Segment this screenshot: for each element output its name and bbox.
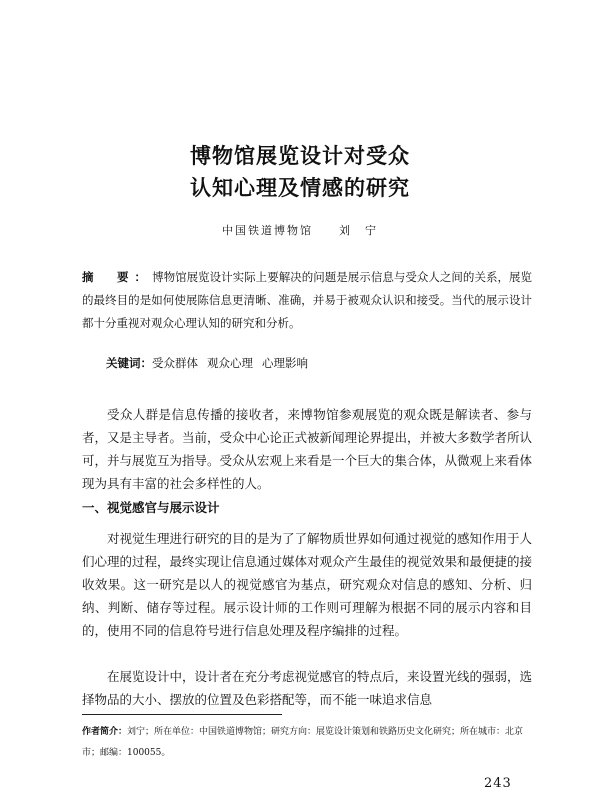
author-name: 刘 宁: [339, 224, 378, 237]
author-affiliation: 中国铁道博物馆: [222, 224, 313, 237]
abstract: [82, 266, 532, 335]
page-number: 243: [484, 776, 512, 791]
footnote-divider: [82, 714, 282, 715]
abstract-label: 摘 要：: [82, 270, 153, 284]
author-line: [0, 222, 600, 238]
article-title-line-2: 认知心理及情感的研究: [190, 176, 410, 200]
keywords: [106, 355, 532, 371]
section-heading: 一、视觉感官与展示设计: [82, 500, 220, 515]
keyword: 心理影响: [262, 356, 308, 370]
body-paragraph-1: 受众人群是信息传播的接收者，来博物馆参观展览的观众既是解读者、参与者，又是主导者。当前，受众中心论正式被新闻理论界提出，并被大多数学者所认可，并与展览互为指导。受众从宏观上来看是一个巨大的集合体，从微观上来看体现为具有丰富的社会多样性的人。: [82, 407, 533, 491]
body-paragraph-3: 在展览设计中，设计者在充分考虑视觉感官的特点后，来设置光线的强弱，选择物品的大小、摆放的位置及色彩搭配等，而不能一味追求信息: [82, 669, 533, 707]
article-title-line-1: 博物馆展览设计对受众: [190, 144, 410, 168]
keyword: 受众群体: [152, 356, 198, 370]
abstract-text: 博物馆展览设计实际上要解决的问题是展示信息与受众人之间的关系，展览的最终目的是如何使展陈信息更清晰、准确，并易于被观众认识和接受。当代的展示设计都十分重视对观众心理认知的研究和分析。: [82, 270, 533, 330]
body-paragraph-2: 对视觉生理进行研究的目的是为了了解物质世界如何通过视觉的感知作用于人们心理的过程，最终实现让信息通过媒体对观众产生最佳的视觉效果和最便捷的接收效果。这一研究是以人的视觉感官为基点，研究观众对信息的感知、分析、归纳、判断、储存等过程。展示设计师的工作则可理解为根据不同的展示内容和目的，使用不同的信息符号进行信息处理及程序编排的过程。: [82, 531, 533, 638]
author-footnote: [82, 722, 532, 764]
keyword: 观众心理: [207, 356, 253, 370]
footnote-label: 作者简介：: [82, 727, 128, 737]
footnote-text: 刘宁；所在单位：中国铁道博物馆；研究方向：展览设计策划和铁路历史文化研究；所在城市：北京市；邮编：100055。: [82, 727, 524, 758]
keywords-label: 关键词：: [106, 356, 152, 370]
